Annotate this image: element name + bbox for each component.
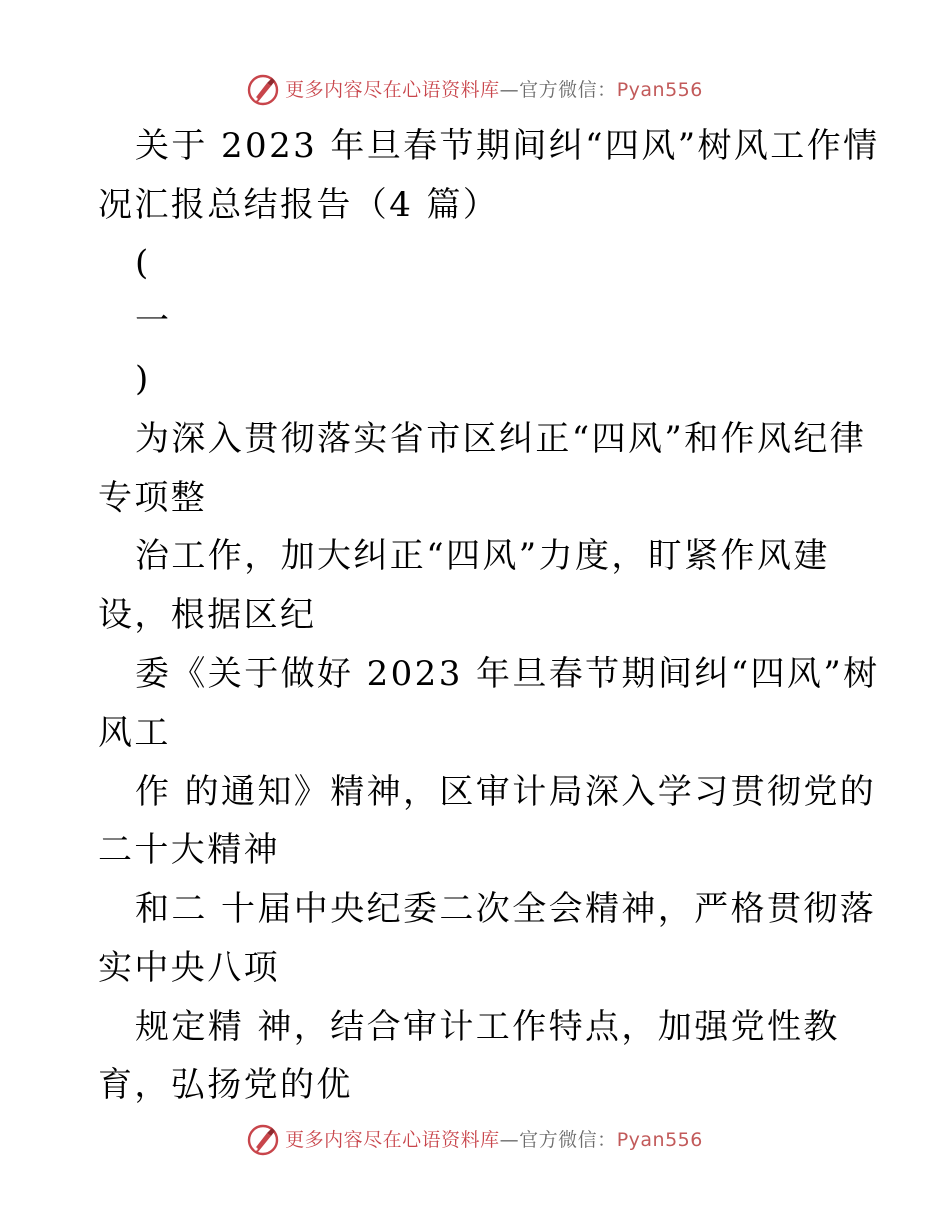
- title-line-2: 况汇报总结报告（4 篇）: [98, 185, 500, 225]
- watermark-text: 更多内容尽在心语资料库—官方微信：Pyan556: [285, 1128, 703, 1151]
- paragraph-line: 风工: [98, 713, 171, 753]
- paragraph-line: 二十大精神: [98, 830, 280, 870]
- paragraph-line: 治工作，加大纠正“四风”力度，盯紧作风建: [135, 536, 830, 576]
- section-number-close-paren: ): [135, 359, 151, 399]
- paragraph-line: 专项整: [98, 478, 208, 518]
- section-number: 一: [135, 301, 172, 341]
- paragraph-line: 作 的通知》精神，区审计局深入学习贯彻党的: [135, 772, 877, 812]
- paragraph-line: 和二 十届中央纪委二次全会精神，严格贯彻落: [135, 889, 877, 929]
- paragraph-line: 委《关于做好 2023 年旦春节期间纠“四风”树: [135, 654, 880, 694]
- paragraph-line: 规定精 神，结合审计工作特点，加强党性教: [135, 1007, 840, 1047]
- header-watermark: [0, 70, 950, 110]
- pen-logo-icon: [247, 74, 279, 106]
- paragraph-line: 为深入贯彻落实省市区纠正“四风”和作风纪律: [135, 419, 867, 459]
- paragraph-line: 育，弘扬党的优: [98, 1065, 353, 1105]
- footer-watermark: [0, 1120, 950, 1160]
- section-number-open-paren: (: [135, 243, 151, 283]
- title-line-1: 关于 2023 年旦春节期间纠“四风”树风工作情: [135, 126, 880, 166]
- watermark-text: 更多内容尽在心语资料库—官方微信：Pyan556: [285, 78, 703, 101]
- pen-logo-icon: [247, 1124, 279, 1156]
- paragraph-line: 实中央八项: [98, 948, 280, 988]
- paragraph-line: 设，根据区纪: [98, 595, 317, 635]
